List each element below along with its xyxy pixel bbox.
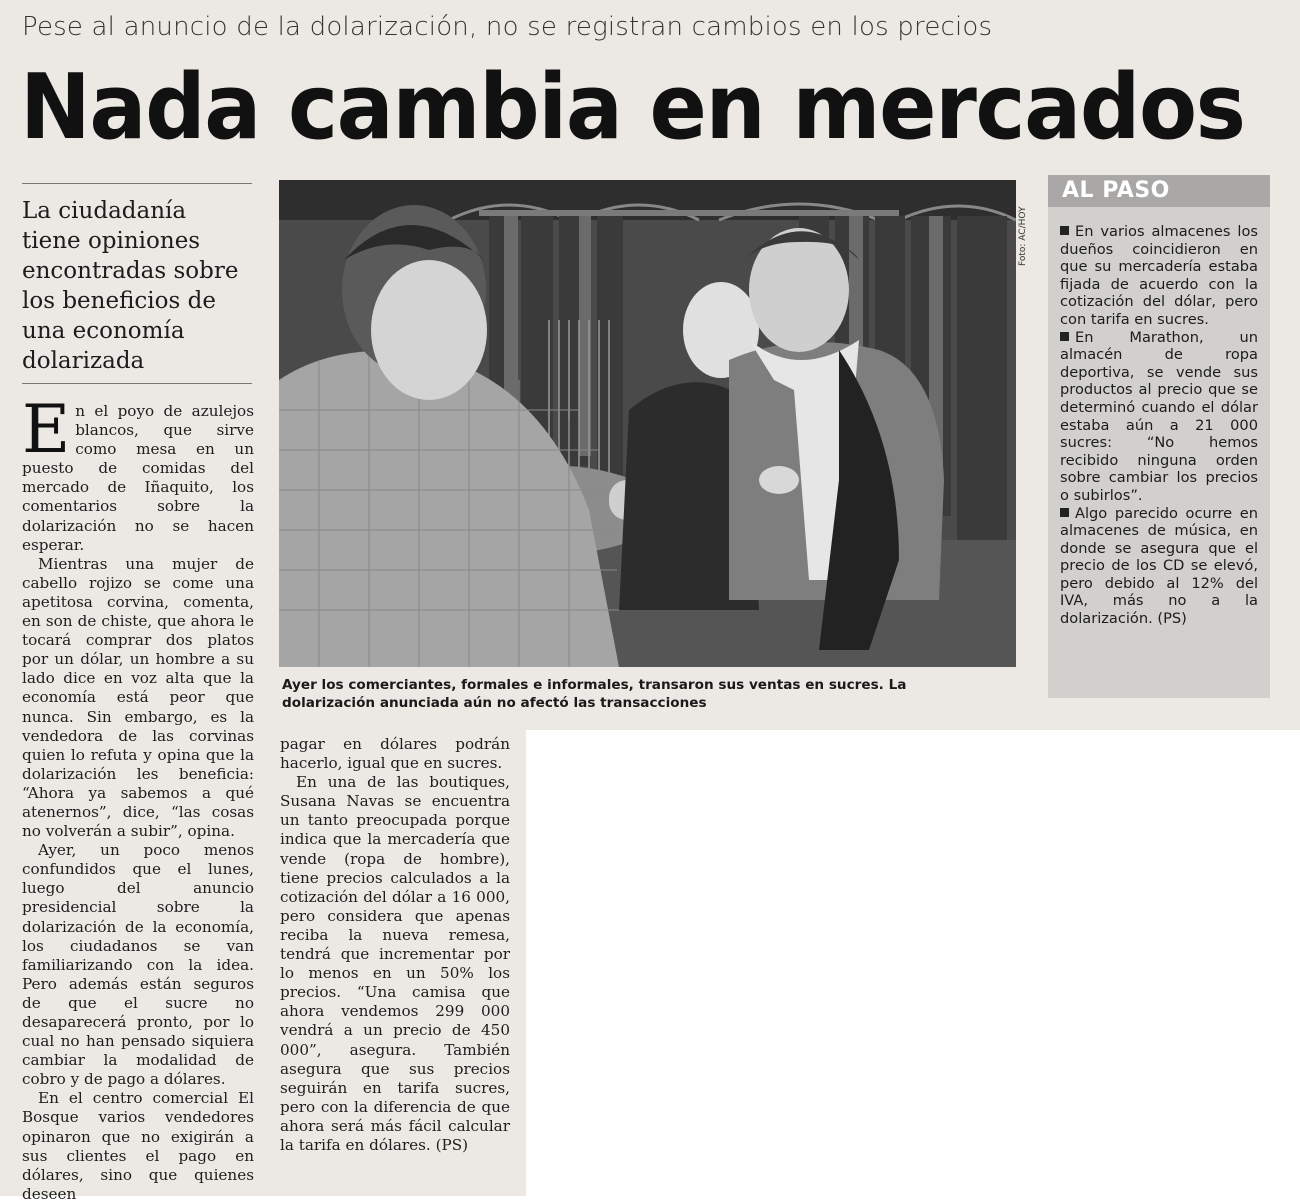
- article-headline: Nada cambia en mercados: [20, 55, 1245, 160]
- photo-market-scene: [279, 180, 1016, 667]
- article-column-1: [22, 391, 254, 1204]
- sidebar-header: [1048, 175, 1270, 207]
- article-paragraph: En el centro comercial El Bosque varios vendedores opinaron que no exigirán a sus clientes el pago en dólares, sino que quienes deseen: [22, 1089, 254, 1203]
- article-paragraph: pagar en dólares podrán hacerlo, igual que en sucres.: [280, 735, 510, 773]
- article-kicker: Pese al anuncio de la dolarización, no se registran cambios en los precios: [22, 12, 993, 42]
- bullet-square-icon: [1060, 332, 1069, 341]
- article-column-2: [280, 735, 510, 1155]
- drop-cap: E: [22, 391, 71, 468]
- article-paragraph: En una de las boutiques, Susana Navas se encuentra un tanto preocupada porque indica que la mercadería que vende (ropa de hombre), tiene precios calculados a la cotización del dólar a 16 000, pero considera que apenas reciba la nueva remesa, tendrá que incrementar por lo menos en un 50% los precios. “Una camisa que ahora vendemos 299 000 vendrá a un precio de 450 000”, asegura. También asegura que sus precios seguirán en tarifa sucres, pero con la diferencia de que ahora será más fácil calcular la tarifa en dólares. (PS): [280, 773, 510, 1154]
- bullet-square-icon: [1060, 226, 1069, 235]
- sidebar-item: Algo parecido ocurre en almacenes de música, en donde se asegura que el precio de los CD se elevó, pero debido al 12% del IVA, más no a la dolarización. (PS): [1060, 504, 1258, 628]
- al-paso-sidebar: [1048, 175, 1270, 698]
- article-deck: La ciudadanía tiene opiniones encontradas sobre los beneficios de una economía dolarizada: [22, 198, 239, 374]
- article-paragraph: Mientras una mujer de cabello rojizo se come una apetitosa corvina, comenta, en son de chiste, que ahora le tocará comprar dos platos por un dólar, un hombre a su lado dice en voz alta que la economía está peor que nunca. Sin embargo, es la vendedora de las corvinas quien lo refuta y opina que la dolarización les beneficia: “Ahora ya sabemos a qué atenernos”, dice, “las cosas no volverán a subir”, opina.: [22, 554, 254, 841]
- sidebar-body: [1060, 223, 1258, 628]
- bullet-square-icon: [1060, 508, 1069, 517]
- photo-caption: Ayer los comerciantes, formales e informales, transaron sus ventas en sucres. La dolarización anunciada aún no afectó las transacciones: [282, 677, 907, 711]
- deck-bottom-rule: [22, 383, 252, 384]
- photo-credit: Foto: AC/HOY: [1018, 206, 1028, 266]
- article-paragraph: En el poyo de azulejos blancos, que sirve como mesa en un puesto de comidas del mercado de Iñaquito, los comentarios sobre la dolarización no se hacen esperar.: [22, 391, 254, 554]
- sidebar-item: En Marathon, un almacén de ropa deportiva, se vende sus productos al precio que se determinó cuando el dólar estaba aún a 21 000 sucres: “No hemos recibido ninguna orden sobre cambiar los precios o subirlos”.: [1060, 328, 1258, 504]
- sidebar-title: AL PASO: [1062, 178, 1170, 203]
- news-photo: [279, 180, 1016, 667]
- deck-top-rule: [22, 183, 252, 184]
- article-paragraph: Ayer, un poco menos confundidos que el lunes, luego del anuncio presidencial sobre la dolarización de la economía, los ciudadanos se van familiarizando con la idea. Pero además están seguros de que el sucre no desaparecerá pronto, por lo cual no han pensado siquiera cambiar la modalidad de cobro y de pago a dólares.: [22, 841, 254, 1089]
- sidebar-item: En varios almacenes los dueños coincidieron en que su mercadería estaba fijada de acuerdo con la cotización del dólar, pero con tarifa en sucres.: [1060, 223, 1258, 328]
